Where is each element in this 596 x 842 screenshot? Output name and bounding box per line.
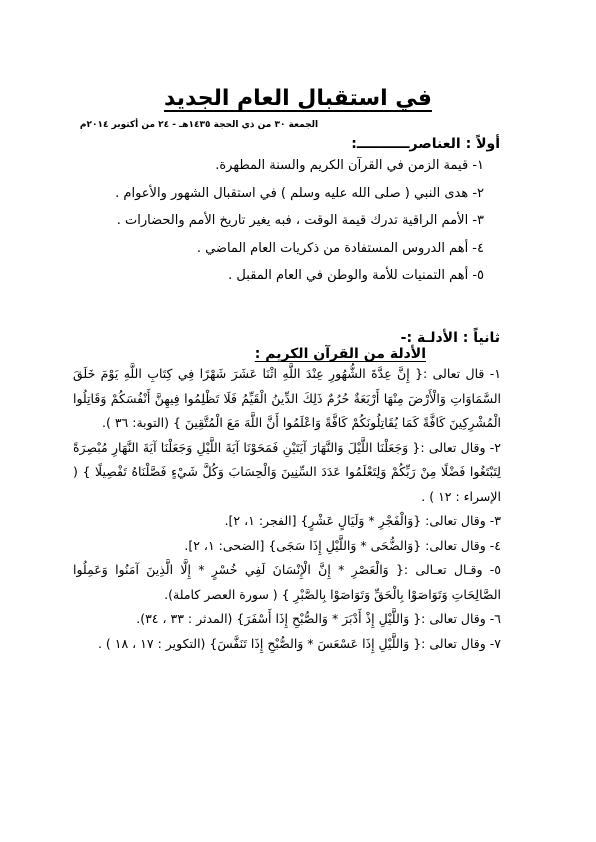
date-line: الجمعة ٣٠ من ذي الحجة ١٤٣٥هـ - ٢٤ من أكتوبر ٢٠١٤م xyxy=(79,120,319,130)
section-elements-title: العناصر xyxy=(409,136,461,152)
list-item: ٣- الأمم الراقية تدرك قيمة الوقت ، فبه يغير تاريخ الأمم والحضارات . xyxy=(116,213,484,228)
section-evidence-title: الأدلـة xyxy=(416,330,458,346)
section-elements-prefix: أولاً : xyxy=(465,136,500,152)
section-elements-dash: ـــــــــــ: xyxy=(351,136,410,152)
evidence-paragraph: ١- قال تعالى :{ إِنَّ عِدَّةَ الشُّهُورِ عِنْدَ اللَّهِ اثْنَا عَشَرَ شَهْرًا فِي كِتَابِ اللَّهِ يَوْمَ خَلَقَ السَّمَاوَاتِ وَالْأَرْضَ مِنْهَا أَرْبَعَةٌ حُرُمٌ ذَلِكَ الدِّينُ الْقَيِّمُ فَلَا تَظْلِمُوا فِيهِنَّ أَنْفُسَكُمْ وَقَاتِلُوا الْمُشْرِكِينَ كَافَّةً كَمَا يُقَاتِلُونَكُمْ كَافَّةً وَاعْلَمُوا أَنَّ اللَّهَ مَعَ الْمُتَّقِينَ } (التوبة: ٣٦ ). xyxy=(73,366,501,430)
section-evidence-prefix: ثانياً : xyxy=(462,330,500,346)
page-title: في استقبال العام الجديد xyxy=(164,86,432,111)
evidence-paragraph: ٣- وقال تعالى: {وَالْفَجْرِ * وَلَيَالٍ عَشْرٍ} [الفجر: ١، ٢]. xyxy=(224,513,501,528)
evidence-paragraph: ٤- وقال تعالى: {وَالضُّحَى * وَاللَّيْلِ إِذَا سَجَى} [الضحى: ١، ٢]. xyxy=(184,537,501,553)
section-evidence-tail: :- xyxy=(400,330,413,346)
evidence-paragraph: ٢- وقال تعالى :{ وَجَعَلْنَا اللَّيْلَ وَالنَّهَارَ آيَتَيْنِ فَمَحَوْنَا آيَةَ اللَّيْلِ وَجَعَلْنَا آيَةَ النَّهَارِ مُبْصِرَةً لِتَبْتَغُوا فَضْلًا مِنْ رَبِّكُمْ وَلِتَعْلَمُوا عَدَدَ السِّنِينَ وَالْحِسَابَ وَكُلَّ شَيْءٍ فَصَّلْنَاهُ تَفْصِيلًا } ( الإسراء : ١٢ ) . xyxy=(73,439,501,504)
elements-list xyxy=(40,152,484,290)
list-item: ٥- أهم التمنيات للأمة والوطن في العام المقبل . xyxy=(228,268,484,283)
quran-evidence-subheading: الأدلة من القرآن الكريم : xyxy=(254,346,426,362)
section-elements-heading xyxy=(351,136,500,152)
evidence-paragraph: ٧- وقال تعالى :{ وَاللَّيْلِ إِذَا عَسْعَسَ * وَالصُّبْحِ إِذَا تَنَفَّسَ} (التكوير : ١٧ ، ١٨ ) . xyxy=(97,635,501,651)
evidence-list xyxy=(73,362,501,656)
evidence-paragraph: ٥- وقـال تعـالى :{ وَالْعَصْرِ * إِنَّ الْإِنْسَانَ لَفِي خُسْرٍ * إِلَّا الَّذِينَ آمَنُوا وَعَمِلُوا الصَّالِحَاتِ وَتَوَاصَوْا بِالْحَقِّ وَتَوَاصَوْا بِالصَّبْرِ } ( سورة العصر كاملة). xyxy=(73,562,501,602)
list-item: ٢- هدى النبي ( صلى الله عليه وسلم ) في استقبال الشهور والأعوام . xyxy=(115,185,484,201)
list-item: ١- قيمة الزمن في القرآن الكريم والسنة المطهرة. xyxy=(215,158,484,173)
list-item: ٤- أهم الدروس المستفادة من ذكريات العام الماضي . xyxy=(196,240,484,256)
section-evidence-heading xyxy=(401,330,500,346)
evidence-paragraph: ٦- وقال تعالى :{ وَاللَّيْلِ إِذْ أَدْبَرَ * وَالصُّبْحِ إِذَا أَسْفَرَ} (المدثر : ٣٣ ، ٣٤). xyxy=(136,611,501,626)
